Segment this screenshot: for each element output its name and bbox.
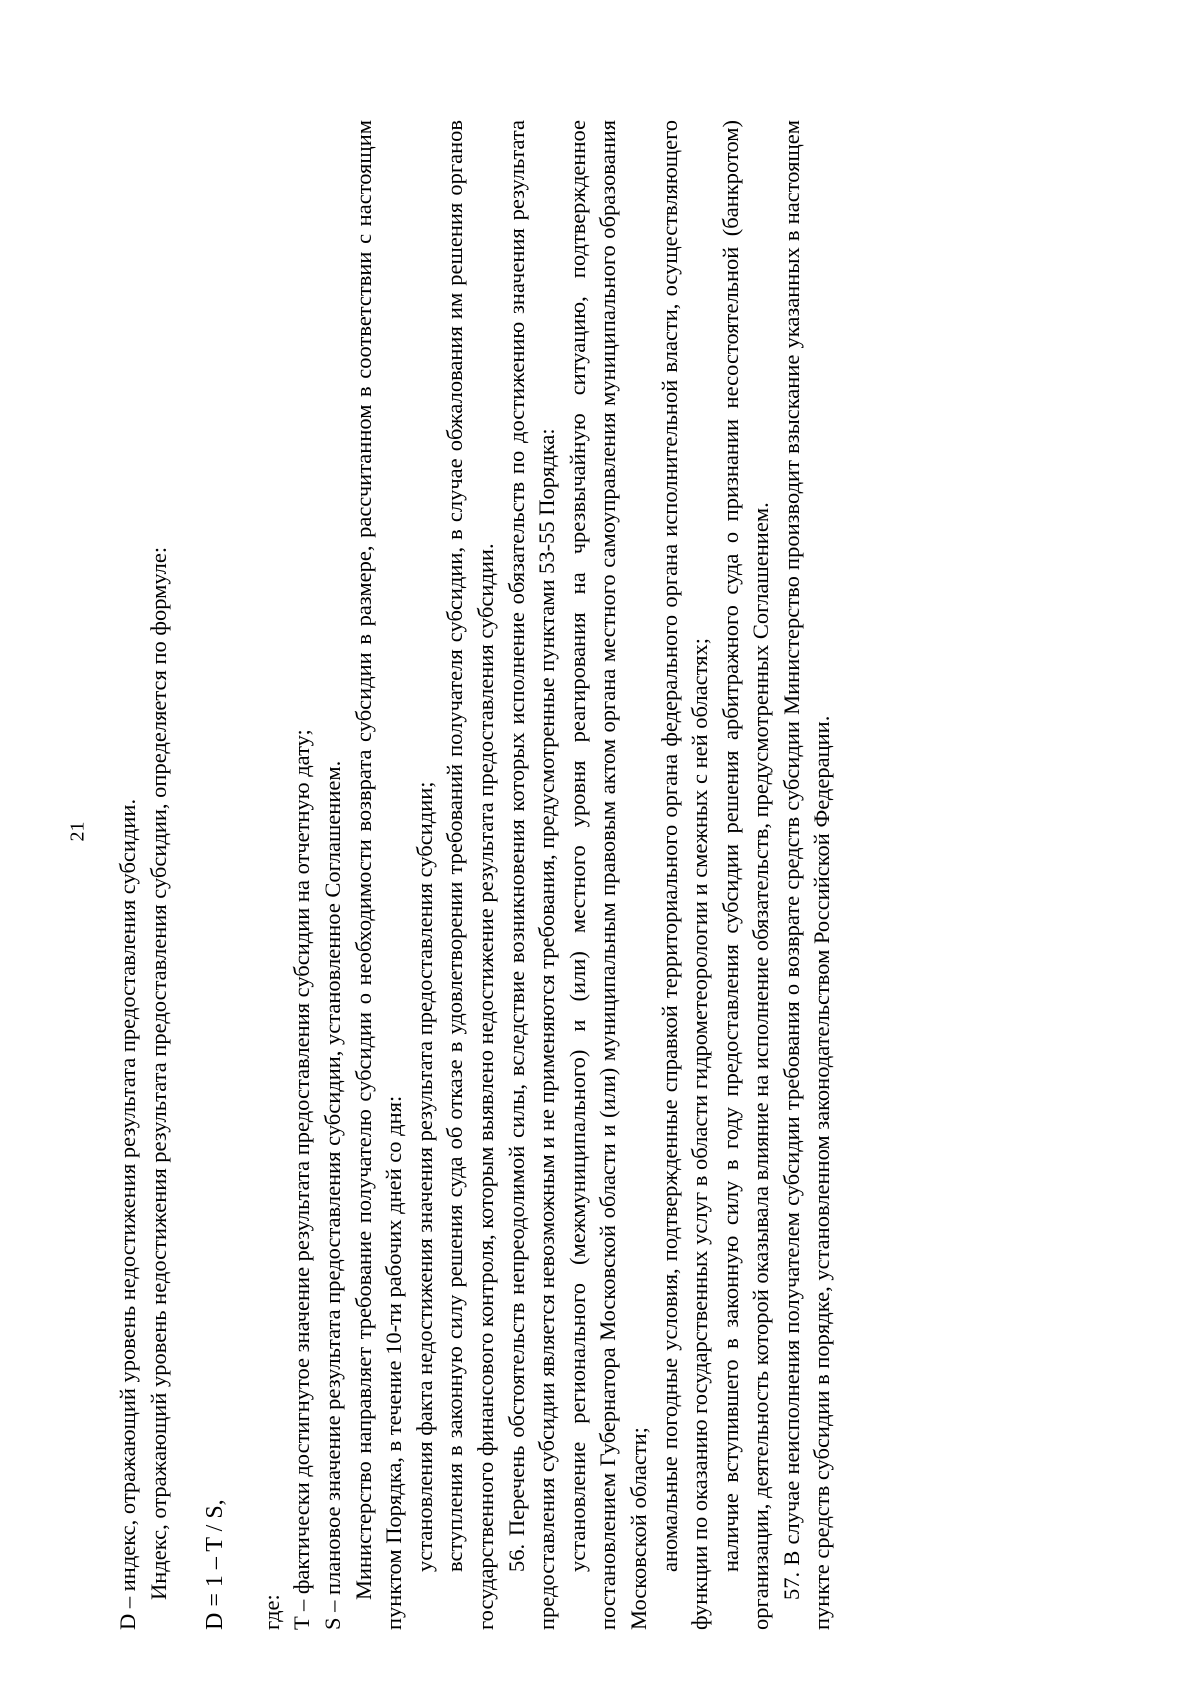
paragraph-emergency-regime: установление регионального (межмуниципального) и (или) местного уровня реагирования на чрезвычайную ситуацию, подтвержденное постановлением Губернатора Московской области и (или) муниципальным правовым актом органа местного самоуправления муниципального образования Московской области; xyxy=(564,120,651,1630)
paragraph-ministry-demand: Министерство направляет требование получателю субсидии о необходимости возврата субсидии в размере, рассчитанном в соответствии с настоящим пунктом Порядка, в течение 10-ти рабочих дней со дня: xyxy=(350,120,407,1630)
paragraph-where: где: xyxy=(258,1594,284,1630)
paragraph-s-definition: S – плановое значение результата предоставления субсидии, установленное Соглашением. xyxy=(319,760,345,1630)
formula: D = 1 – T / S, xyxy=(202,1499,229,1630)
paragraph-formula-intro: Индекс, отражающий уровень недостижения результата предоставления субсидии, определяется по формуле: xyxy=(145,546,171,1600)
page-number: 21 xyxy=(66,821,89,842)
paragraph-court-decision: вступления в законную силу решения суда об отказе в удовлетворении требований получателя субсидии, в случае обжалования им решения органов государственного финансового контроля, которым выявлено недостижение результата предоставления субсидии. xyxy=(442,120,498,1630)
paragraph-bankruptcy: наличие вступившего в законную силу в году предоставления субсидии решения арбитражного суда о признании несостоятельной (банкротом) организации, деятельность которой оказывала влияние на исполнение обязательств, предусмотренных Соглашением. xyxy=(717,120,774,1630)
paragraph-56-force-majeure: 56. Перечень обстоятельств непреодолимой силы, вследствие возникновения которых исполнение обязательств по достижению значения результата предоставления субсидии является невозможным и не применяются требования, предусмотренные пунктами 53-55 Порядка: xyxy=(503,120,560,1630)
paragraph-d-definition: D – индекс, отражающий уровень недостижения результата предоставления субсидии. xyxy=(115,798,140,1630)
paragraph-t-definition: T – фактически достигнутое значение результата предоставления субсидии на отчетную дату; xyxy=(289,729,315,1630)
rotated-text-block xyxy=(113,120,993,1630)
paragraph-57-recovery: 57. В случае неисполнения получателем субсидии требования о возврате средств субсидии Министерство производит взыскание указанных в настоящем пункте средств субсидии в порядке, установленном законодательством Российской Федерации. xyxy=(778,120,835,1630)
paragraph-establishment-fact: установления факта недостижения значения результата предоставления субсидии; xyxy=(411,781,437,1572)
paragraph-weather-conditions: аномальные погодные условия, подтвержденные справкой территориального органа федерального органа исполнительной власти, осуществляющего функции по оказанию государственных услуг в области гидрометеорологии и смежных с ней областях; xyxy=(656,120,713,1630)
